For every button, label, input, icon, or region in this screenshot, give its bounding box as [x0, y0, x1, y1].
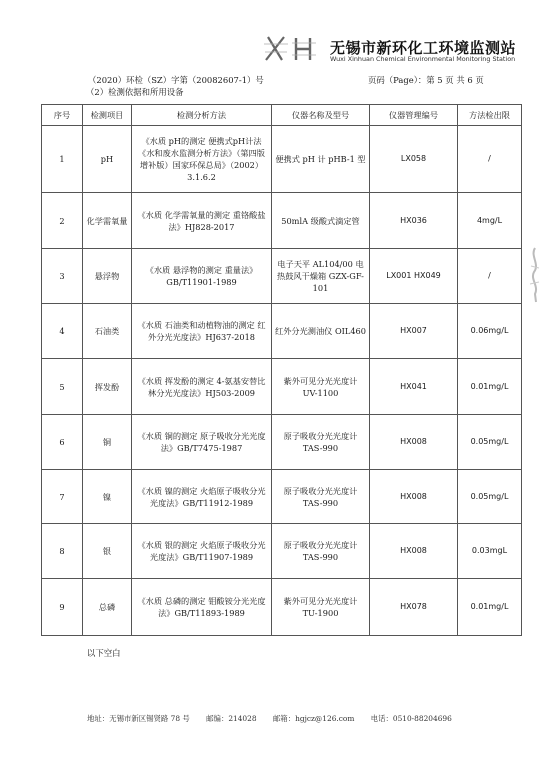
cell-instrument: 原子吸收分光光度计 TAS-990 [272, 524, 370, 579]
header-instrument: 仪器名称及型号 [272, 105, 370, 126]
cell-limit: 0.03mgL [458, 524, 522, 579]
cell-method: 《水质 铜的测定 原子吸收分光光度法》GB/T7475-1987 [132, 415, 272, 470]
footer-phone: 电话：0510-88204696 [370, 714, 452, 723]
cell-asset-no: HX008 [370, 415, 458, 470]
cell-instrument: 紫外可见分光光度计 UV-1100 [272, 359, 370, 415]
cell-item: 悬浮物 [83, 249, 132, 304]
cell-instrument: 紫外可见分光光度计 TU-1900 [272, 579, 370, 636]
cell-instrument: 原子吸收分光光度计 TAS-990 [272, 415, 370, 470]
header-limit: 方法检出限 [458, 105, 522, 126]
report-number: （2020）环检（SZ）字第（20082607-1）号 [88, 75, 264, 85]
table-row [42, 524, 522, 579]
cell-asset-no: LX058 [370, 126, 458, 193]
cell-limit: 4mg/L [458, 193, 522, 249]
cell-limit: 0.06mg/L [458, 304, 522, 359]
binding-seal-mark [527, 246, 543, 304]
cell-no: 2 [42, 193, 83, 249]
page-number: 页码（Page）：第 5 页 共 6 页 [368, 75, 484, 85]
table-row [42, 126, 522, 193]
cell-item: 石油类 [83, 304, 132, 359]
cell-item: 总磷 [83, 579, 132, 636]
cell-item: 银 [83, 524, 132, 579]
cell-instrument: 红外分光测油仪 OIL460 [272, 304, 370, 359]
cell-asset-no: HX008 [370, 524, 458, 579]
cell-item: 镍 [83, 470, 132, 524]
cell-limit: 0.05mg/L [458, 415, 522, 470]
footer-email: 邮箱：hgjcz@126.com [272, 714, 355, 723]
table-row [42, 249, 522, 304]
table-row [42, 193, 522, 249]
table-header-row [42, 105, 522, 126]
cell-method: 《水质 镍的测定 火焰原子吸收分光光度法》GB/T11912-1989 [132, 470, 272, 524]
cell-asset-no: HX007 [370, 304, 458, 359]
cell-instrument: 原子吸收分光光度计 TAS-990 [272, 470, 370, 524]
org-name-en: Wuxi Xinhuan Chemical Environmental Monitoring Station [330, 55, 516, 63]
cell-asset-no: HX008 [370, 470, 458, 524]
cell-asset-no: LX001 HX049 [370, 249, 458, 304]
cell-item: 铜 [83, 415, 132, 470]
header-no: 序号 [42, 105, 83, 126]
section-title: （2）检测依据和所用设备 [86, 87, 184, 97]
table-row [42, 304, 522, 359]
cell-no: 6 [42, 415, 83, 470]
header-asset-no: 仪器管理编号 [370, 105, 458, 126]
cell-limit: / [458, 126, 522, 193]
cell-method: 《水质 石油类和动植物油的测定 红外分光光度法》HJ637-2018 [132, 304, 272, 359]
header-item: 检测项目 [83, 105, 132, 126]
cell-instrument: 电子天平 AL104/00 电热鼓风干燥箱 GZX-GF-101 [272, 249, 370, 304]
cell-item: pH [83, 126, 132, 193]
footer-postcode: 邮编：214028 [206, 714, 257, 723]
cell-asset-no: HX041 [370, 359, 458, 415]
cell-asset-no: HX078 [370, 579, 458, 636]
cell-item: 化学需氧量 [83, 193, 132, 249]
cell-method: 《水质 化学需氧量的测定 重铬酸盐法》HJ828-2017 [132, 193, 272, 249]
cell-no: 8 [42, 524, 83, 579]
methods-table [41, 104, 522, 636]
cell-method: 《水质 悬浮物的测定 重量法》GB/T11901-1989 [132, 249, 272, 304]
cell-item: 挥发酚 [83, 359, 132, 415]
cell-no: 4 [42, 304, 83, 359]
cell-limit: 0.01mg/L [458, 579, 522, 636]
cell-instrument: 便携式 pH 计 pHB-1 型 [272, 126, 370, 193]
table-row [42, 415, 522, 470]
table-row [42, 359, 522, 415]
cell-limit: / [458, 249, 522, 304]
cell-no: 7 [42, 470, 83, 524]
cell-method: 《水质 银的测定 火焰原子吸收分光光度法》GB/T11907-1989 [132, 524, 272, 579]
cell-limit: 0.01mg/L [458, 359, 522, 415]
cell-no: 3 [42, 249, 83, 304]
cell-no: 1 [42, 126, 83, 193]
table-row [42, 579, 522, 636]
blank-below-note: 以下空白 [87, 648, 121, 658]
page-footer [87, 713, 466, 724]
cell-limit: 0.05mg/L [458, 470, 522, 524]
station-logo [262, 34, 328, 64]
header-method: 检测分析方法 [132, 105, 272, 126]
cell-method: 《水质 pH的测定 便携式pH计法《水和废水监测分析方法》（第四版增补版）国家环保总局》（2002）3.1.6.2 [132, 126, 272, 193]
cell-asset-no: HX036 [370, 193, 458, 249]
table-row [42, 470, 522, 524]
cell-no: 5 [42, 359, 83, 415]
footer-address: 地址：无锡市新区锡贤路 78 号 [87, 714, 190, 723]
cell-method: 《水质 挥发酚的测定 4-氨基安替比林分光光度法》HJ503-2009 [132, 359, 272, 415]
cell-no: 9 [42, 579, 83, 636]
cell-method: 《水质 总磷的测定 钼酸铵分光光度法》GB/T11893-1989 [132, 579, 272, 636]
org-name: 无锡市新环化工环境监测站 [330, 39, 517, 57]
cell-instrument: 50mlA 级酸式滴定管 [272, 193, 370, 249]
